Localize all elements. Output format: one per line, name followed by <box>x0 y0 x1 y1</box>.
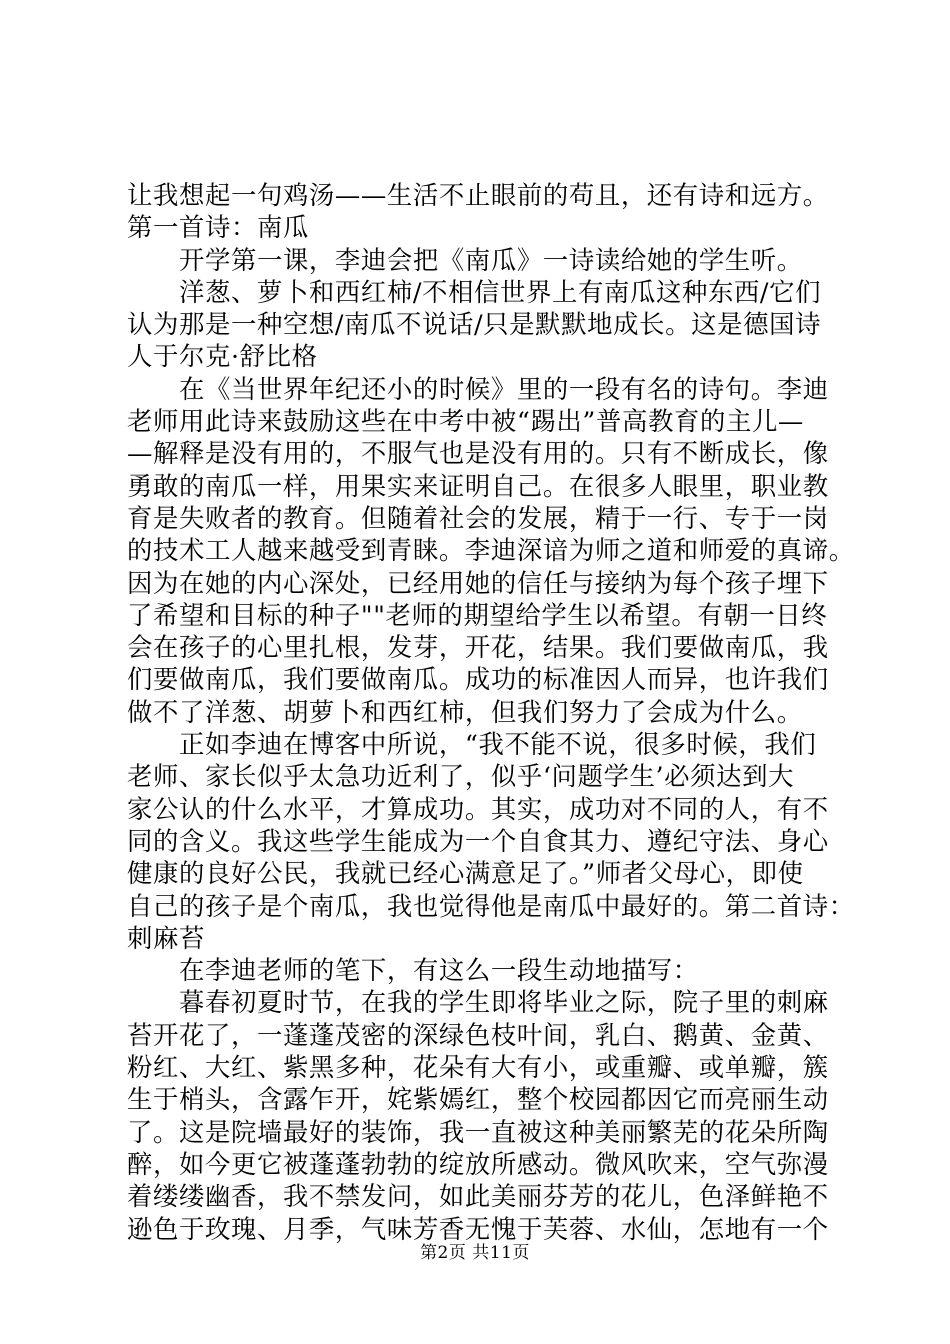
text-line: —解释是没有用的，不服气也是没有用的。只有不断成长，像 <box>127 438 829 469</box>
text-line: 让我想起一句鸡汤——生活不止眼前的苟且，还有诗和远方。 <box>127 180 829 210</box>
text-line: 老师用此诗来鼓励这些在中考中被“踢出”普高教育的主儿— <box>127 406 804 437</box>
text-line: 人于尔克·舒比格 <box>127 341 318 372</box>
text-line: 苔开花了，一蓬蓬茂密的深绿色枝叶间，乳白、鹅黄、金黄、 <box>127 1019 829 1050</box>
text-line: 洋葱、萝卜和西红柿/不相信世界上有南瓜这种东西/它们 <box>127 276 822 307</box>
text-line: 着缕缕幽香，我不禁发问，如此美丽芬芳的花儿，色泽鲜艳不 <box>127 1181 829 1212</box>
body-text <box>127 179 855 1245</box>
text-line: 正如李迪在博客中所说，“我不能不说，很多时候，我们 <box>127 729 817 760</box>
text-line: 了希望和目标的种子""老师的期望给学生以希望。有朝一日终 <box>127 599 828 630</box>
text-line: 粉红、大红、紫黑多种，花朵有大有小，或重瓣、或单瓣，簇 <box>127 1052 829 1083</box>
text-line: 生于梢头，含露乍开，姹紫嫣红，整个校园都因它而亮丽生动 <box>127 1084 829 1115</box>
text-line: 的技术工人越来越受到青睐。李迪深谙为师之道和师爱的真谛。 <box>127 535 855 566</box>
text-line: 勇敢的南瓜一样，用果实来证明自己。在很多人眼里，职业教 <box>127 470 829 501</box>
text-line: 自己的孩子是个南瓜，我也觉得他是南瓜中最好的。第二首诗： <box>127 890 855 921</box>
text-line: 第一首诗：南瓜 <box>127 212 309 243</box>
text-line: 在李迪老师的笔下，有这么一段生动地描写： <box>127 955 699 986</box>
text-line: 了。这是院墙最好的装饰，我一直被这种美丽繁芜的花朵所陶 <box>127 1116 829 1147</box>
text-line: 刺麻苔 <box>127 922 205 953</box>
text-line: 暮春初夏时节，在我的学生即将毕业之际，院子里的刺麻 <box>127 987 829 1018</box>
text-line: 在《当世界年纪还小的时候》里的一段有名的诗句。李迪 <box>127 373 829 404</box>
page-footer: 第2页 共11页 <box>420 1243 530 1263</box>
text-line: 做不了洋葱、胡萝卜和西红柿，但我们努力了会成为什么。 <box>127 696 803 727</box>
text-line: 育是失败者的教育。但随着社会的发展，精于一行、专于一岗 <box>127 502 829 533</box>
text-line: 同的含义。我这些学生能成为一个自食其力、遵纪守法、身心 <box>127 825 829 856</box>
text-line: 家公认的什么水平，才算成功。其实，成功对不同的人，有不 <box>127 793 829 824</box>
text-line: 逊色于玫瑰、月季，气味芳香无愧于芙蓉、水仙，怎地有一个 <box>127 1213 829 1244</box>
text-line: 开学第一课，李迪会把《南瓜》一诗读给她的学生听。 <box>127 244 803 275</box>
text-line: 健康的良好公民，我就已经心满意足了。”师者父母心，即使 <box>127 858 804 889</box>
text-line: 老师、家长似乎太急功近利了，似乎‘问题学生’必须达到大 <box>127 761 795 792</box>
text-line: 认为那是一种空想/南瓜不说话/只是默默地成长。这是德国诗 <box>127 309 822 340</box>
text-line: 醉，如今更它被蓬蓬勃勃的绽放所感动。微风吹来，空气弥漫 <box>127 1148 829 1179</box>
text-line: 因为在她的内心深处，已经用她的信任与接纳为每个孩子埋下 <box>127 567 829 598</box>
text-line: 会在孩子的心里扎根，发芽，开花，结果。我们要做南瓜，我 <box>127 632 829 663</box>
text-line: 们要做南瓜，我们要做南瓜。成功的标准因人而异，也许我们 <box>127 664 829 695</box>
